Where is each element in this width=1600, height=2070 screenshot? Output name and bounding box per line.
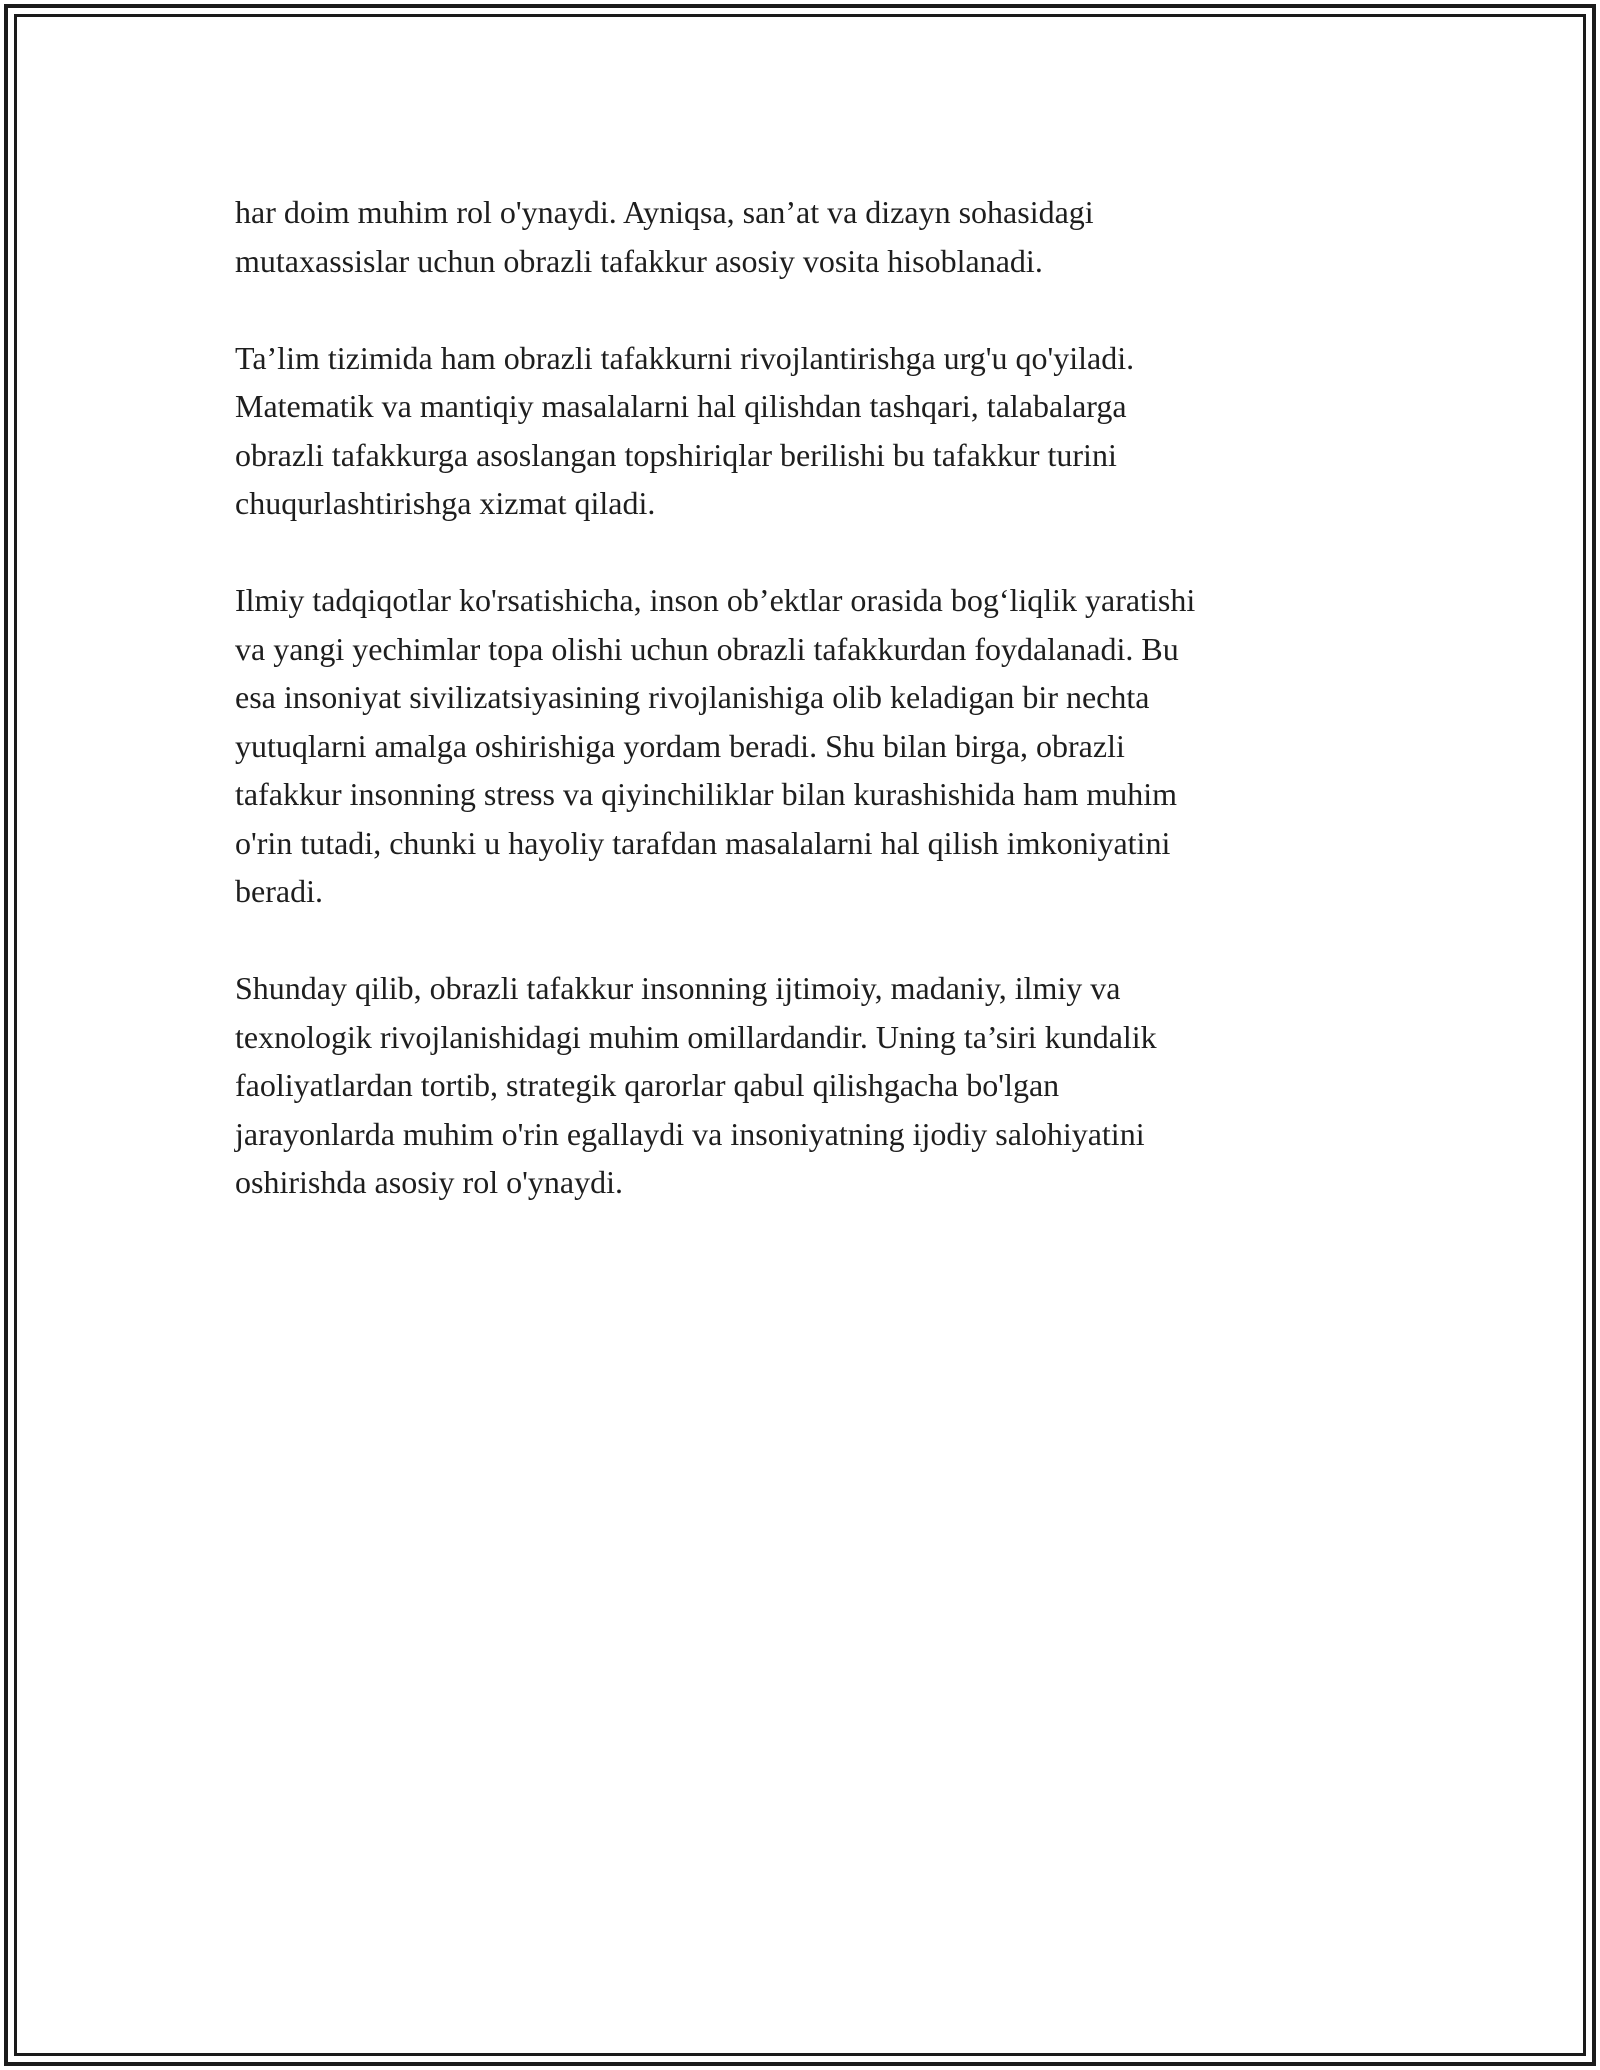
paragraph-1: har doim muhim rol o'ynaydi. Ayniqsa, san’at va dizayn sohasidagi mutaxassislar uchun obrazli tafakkur asosiy vosita hisoblanadi.	[235, 194, 1094, 279]
document-body	[235, 188, 1375, 1255]
paragraph-4: Shunday qilib, obrazli tafakkur insonning ijtimoiy, madaniy, ilmiy va texnologik rivojlanishidagi muhim omillardandir. Uning ta’siri kundalik faoliyatlardan tortib, strategik qarorlar qabul qilishgacha bo'lgan jarayonlarda muhim o'rin egallaydi va insoniyatning ijodiy salohiyatini oshirishda asosiy rol o'ynaydi.	[235, 970, 1157, 1200]
paragraph-2: Ta’lim tizimida ham obrazli tafakkurni rivojlantirishga urg'u qo'yiladi. Matematik va mantiqiy masalalarni hal qilishdan tashqari, talabalarga obrazli tafakkurga asoslangan topshiriqlar berilishi bu tafakkur turini chuqurlashtirishga xizmat qiladi.	[235, 339, 1135, 521]
paragraph-3: Ilmiy tadqiqotlar ko'rsatishicha, inson ob’ektlar orasida bog‘liqlik yaratishi va yangi yechimlar topa olishi uchun obrazli tafakkurdan foydalanadi. Bu esa insoniyat sivilizatsiyasining rivojlanishiga olib keladigan bir nechta yutuqlarni amalga oshirishiga yordam beradi. Shu bilan birga, obrazli tafakkur insonning stress va qiyinchiliklar bilan kurashishida ham muhim o'rin tutadi, chunki u hayoliy tarafdan masalalarni hal qilish imkoniyatini beradi.	[235, 582, 1196, 909]
